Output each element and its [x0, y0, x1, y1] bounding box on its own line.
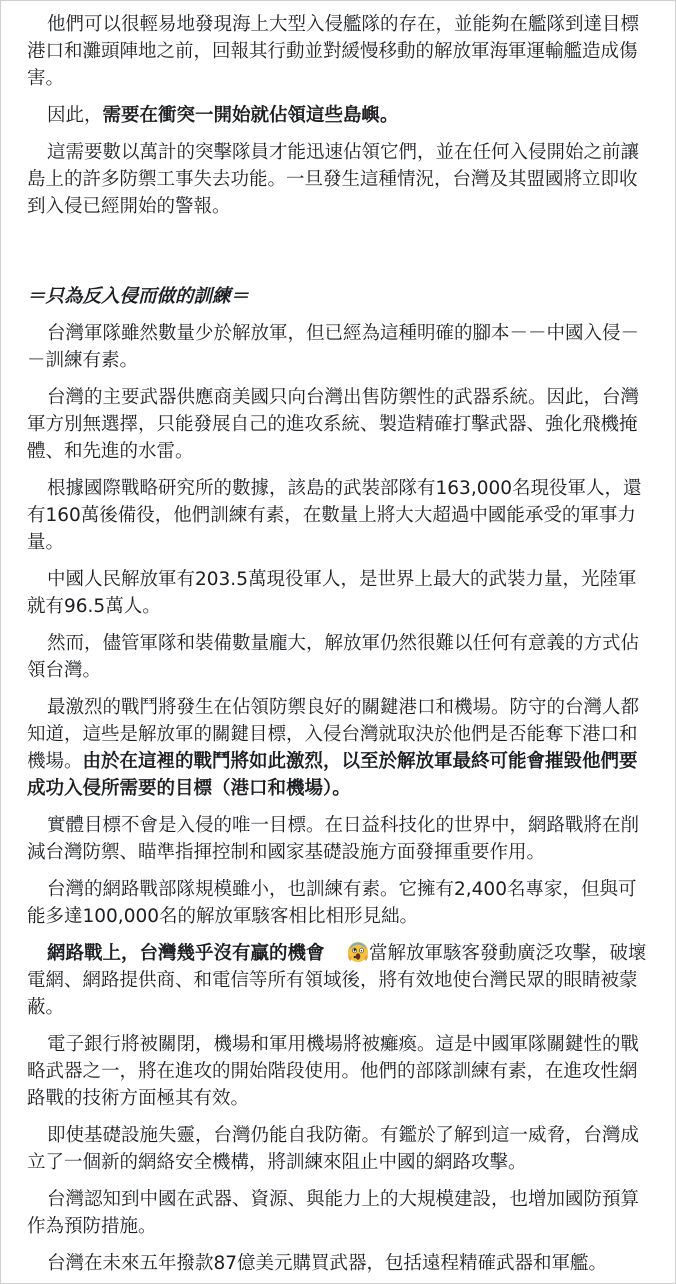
paragraph-2-lead: 因此， — [47, 105, 103, 126]
article-body — [27, 11, 649, 1284]
paragraph-3: 這需要數以萬計的突擊隊員才能迅速佔領它們，並在任何入侵開始之前讓島上的許多防禦工事失去功能。一旦發生這種情況，台灣及其盟國將立即收到入侵已經開始的警報。 — [27, 142, 640, 217]
paragraph-12 — [27, 940, 649, 1021]
paragraph-9-bold: 由於在這裡的戰鬥將如此激烈，以至於解放軍最終可能會摧毀他們要成功入侵所需要的目標（港口和機場）。 — [27, 751, 638, 799]
paragraph-14: 即使基礎設施失靈，台灣仍能自我防衛。有鑑於了解到這一威脅，台灣成立了一個新的網絡安全機構，將訓練來阻止中國的網路攻擊。 — [27, 1125, 640, 1173]
paragraph-9-lead: 最激烈的戰鬥將發生在佔領防禦良好的關鍵港口和機場。防守的台灣人都知道，這些是解放軍的關鍵目標，入侵台灣就取決於他們是否能奪下港口和機場。 — [27, 697, 640, 772]
paragraph-2-bold: 需要在衝突一開始就佔領這些島嶼。 — [102, 105, 399, 126]
paragraph-4: 台灣軍隊雖然數量少於解放軍，但已經為這種明確的腳本－－中國入侵－－訓練有素。 — [27, 323, 640, 371]
paragraph-12-bold: 網路戰上，台灣幾乎沒有贏的機會 — [47, 943, 325, 964]
paragraph-9 — [27, 694, 649, 802]
section-heading: ＝只為反入侵而做的訓練＝ — [27, 286, 250, 307]
paragraph-6: 根據國際戰略研究所的數據，該島的武裝部隊有163,000名現役軍人，還有160萬後備役，他們訓練有素，在數量上將大大超過中國能承受的軍事力量。 — [27, 478, 642, 553]
paragraph-1: 他們可以很輕易地發現海上大型入侵艦隊的存在，並能夠在艦隊到達目標港口和灘頭陣地之前，回報其行動並對緩慢移動的解放軍海軍運輸艦造成傷害。 — [27, 14, 640, 89]
paragraph-5: 台灣的主要武器供應商美國只向台灣出售防禦性的武器系統。因此，台灣軍方別無選擇，只能發展自己的進攻系統、製造精確打擊武器、強化飛機掩體、和先進的水雷。 — [27, 387, 640, 462]
paragraph-13: 電子銀行將被關閉，機場和軍用機場將被癱瘓。這是中國軍隊關鍵性的戰略武器之一，將在進攻的開始階段使用。他們的部隊訓練有素，在進攻性網路戰的技術方面極其有效。 — [27, 1034, 640, 1109]
paragraph-12-rest: ：當解放軍駭客發動廣泛攻擊，破壞電網、網路提供商、和電信等所有領域後，將有效地使台灣民眾的眼睛被蒙蔽。 — [27, 943, 647, 1018]
paragraph-2 — [27, 102, 649, 129]
paragraph-15: 台灣認知到中國在武器、資源、與能力上的大規模建設，也增加國防預算作為預防措施。 — [27, 1189, 640, 1237]
paragraph-11: 台灣的網路戰部隊規模雖小，也訓練有素。它擁有2,400名專家，但與可能多達100,000名的解放軍駭客相比相形見絀。 — [27, 879, 637, 927]
paragraph-8: 然而，儘管軍隊和裝備數量龐大，解放軍仍然很難以任何有意義的方式佔領台灣。 — [27, 633, 640, 681]
paragraph-7: 中國人民解放軍有203.5萬現役軍人，是世界上最大的武裝力量，光陸軍就有96.5萬人。 — [27, 569, 637, 617]
paragraph-10: 實體目標不會是入侵的唯一目標。在日益科技化的世界中，網路戰將在削減台灣防禦、瞄準指揮控制和國家基礎設施方面發揮重要作用。 — [27, 815, 640, 863]
spacer — [27, 230, 649, 283]
screaming-face-emoji-icon — [327, 941, 349, 963]
paragraph-16: 台灣在未來五年撥款87億美元購買武器，包括遠程精確武器和軍艦。 — [47, 1253, 608, 1274]
